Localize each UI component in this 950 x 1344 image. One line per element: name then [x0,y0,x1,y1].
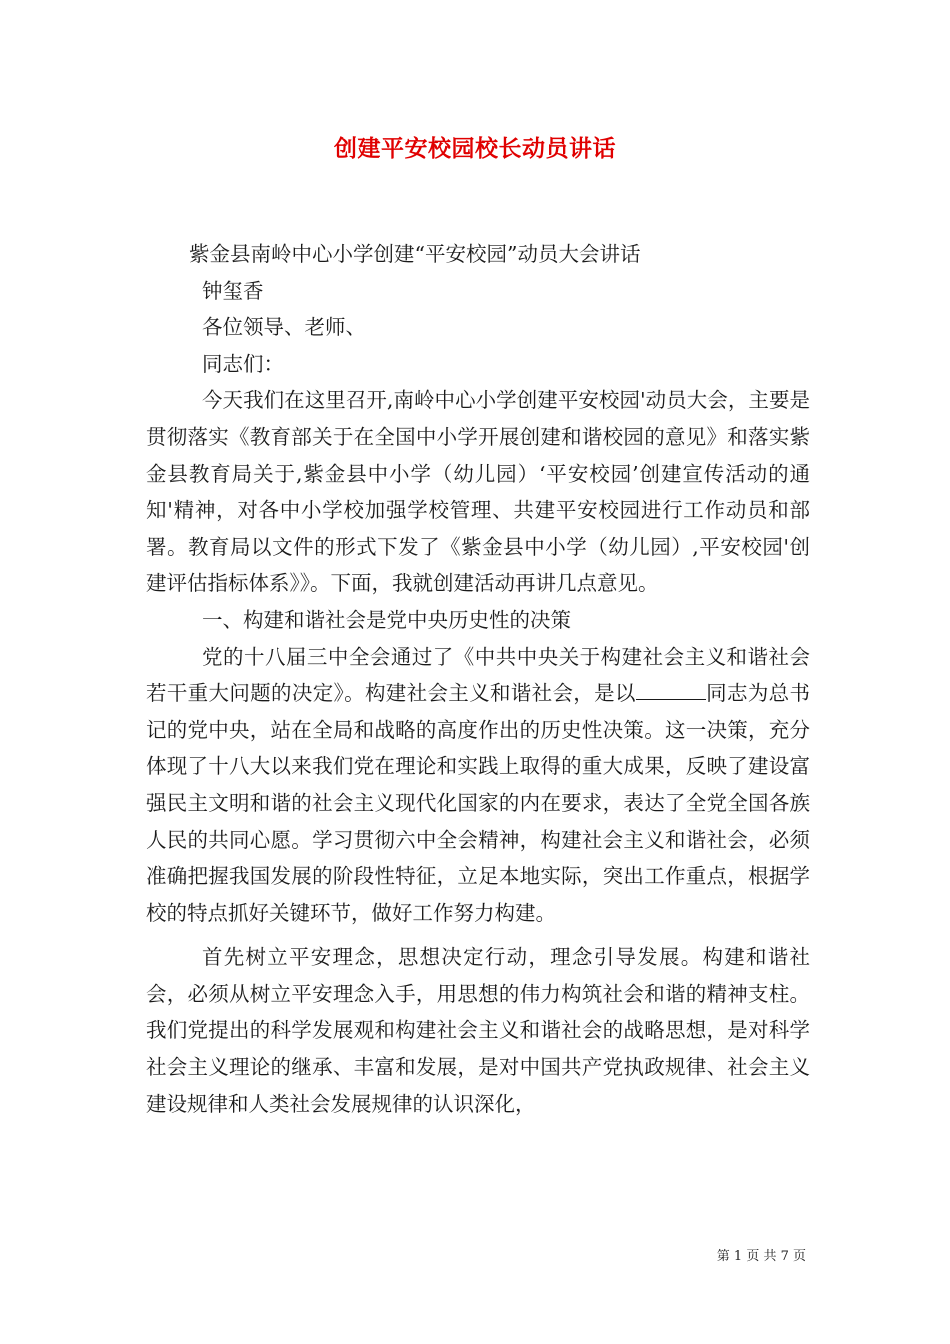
paragraph-decision-part-1: 党的十八届三中全会通过了《中共中央关于构建社会主义和谐社会若干重大问题的决定》。构建社会主义和谐社会，是以 [146,644,810,706]
paragraph-decision-part-2: 同志为总书记的党中央，站在全局和战略的高度作出的历史性决策。这一决策，充分体现了十八大以来我们党在理论和实践上取得的重大成果，反映了建设富强民主文明和谐的社会主义现代化国家的内在要求，表达了全党全国各族人民的共同心愿。学习贯彻六中全会精神，构建社会主义和谐社会，必须准确把握我国发展的阶段性特征，立足本地实际，突出工作重点，根据学校的特点抓好关键环节，做好工作努力构建。 [146,681,811,925]
salutation-line-2: 同志们： [202,351,284,376]
paragraph-decision [146,639,810,932]
document-title: 创建平安校园校长动员讲话 [334,135,616,162]
salutation-line-1: 各位领导、老师、 [202,315,366,340]
section-heading-1: 一、构建和谐社会是党中央历史性的决策 [202,607,571,632]
page-number-footer: 第 1 页 共 7 页 [716,1249,806,1264]
paragraph-safety-concept: 首先树立平安理念，思想决定行动，理念引导发展。构建和谐社会，必须从树立平安理念入手，用思想的伟力构筑社会和谐的精神支柱。我们党提出的科学发展观和构建社会主义和谐社会的战略思想，是对科学社会主义理论的继承、丰富和发展，是对中国共产党执政规律、社会主义建设规律和人类社会发展规律的认识深化， [146,945,810,1116]
paragraph-opening: 今天我们在这里召开,南岭中心小学创建平安校园'动员大会，主要是贯彻落实《教育部关于在全国中小学开展创建和谐校园的意见》和落实紫金县教育局关于,紫金县中小学（幼儿园）‘平安校园’创建宣传活动的通知'精神，对各中小学校加强学校管理、共建平安校园进行工作动员和部署。教育局以文件的形式下发了《紫金县中小学（幼儿园）,平安校园'创建评估指标体系》》。下面，我就创建活动再讲几点意见。 [146,388,810,596]
speech-subtitle: 紫金县南岭中心小学创建“平安校园”动员大会讲话 [189,242,641,266]
document-body [146,236,810,1122]
fill-blank [636,681,706,700]
author-name: 钟玺香 [202,278,264,303]
